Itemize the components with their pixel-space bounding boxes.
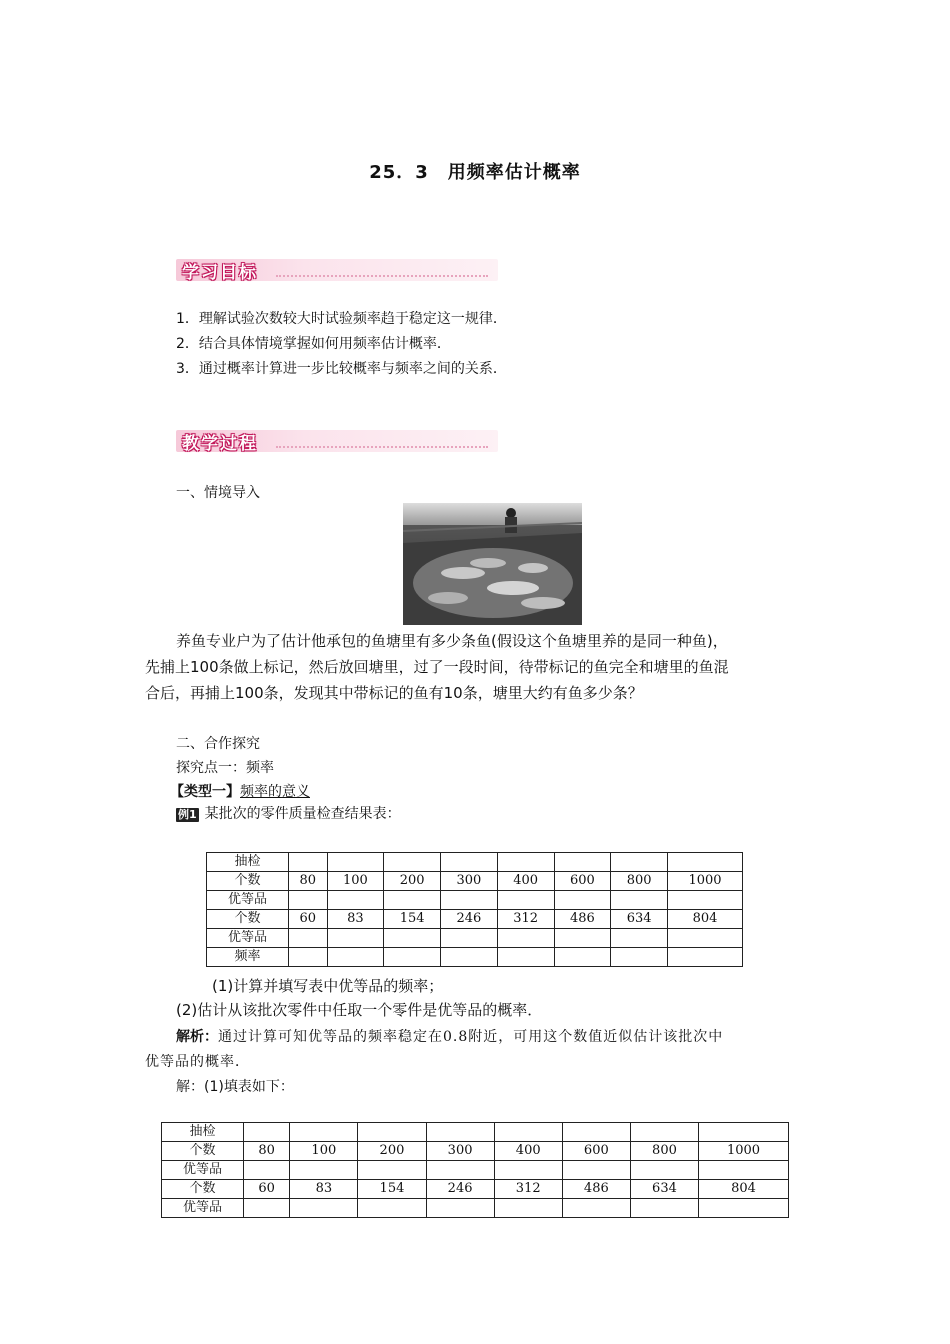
table-cell: 83 — [290, 1180, 358, 1199]
type-heading — [170, 781, 310, 801]
example-badge: 例1 — [178, 808, 197, 821]
goal-item: 1．理解试验次数较大时试验频率趋于稳定这一规律． — [176, 311, 507, 327]
row-label: 个数 — [162, 1142, 244, 1161]
table-cell: 100 — [290, 1142, 358, 1161]
explore-point: 探究点一：频率 — [176, 760, 274, 776]
table-cell: 300 — [426, 1142, 494, 1161]
solution-text: (1)填表如下： — [204, 1079, 294, 1095]
solution-line — [176, 1076, 294, 1096]
table-cell: 80 — [244, 1142, 290, 1161]
example-text: 某批次的零件质量检查结果表： — [204, 806, 401, 822]
goal-item: 3．通过概率计算进一步比较概率与频率之间的关系． — [176, 361, 507, 377]
intro-paragraph-line: 先捕上100条做上标记，然后放回塘里，过了一段时间，待带标记的鱼完全和塘里的鱼混 — [145, 658, 729, 676]
type-bracket: 【类型一】 — [170, 784, 240, 800]
table-cell: 400 — [494, 1142, 562, 1161]
table-cell: 60 — [289, 910, 328, 929]
section-banner-goals — [176, 259, 498, 281]
table-cell: 80 — [289, 872, 328, 891]
banner-label: 学习目标 — [182, 263, 258, 283]
table-cell: 486 — [562, 1180, 630, 1199]
quality-table — [206, 852, 743, 967]
table-cell: 200 — [358, 1142, 426, 1161]
analysis-text: 优等品的概率． — [145, 1054, 250, 1070]
table-cell: 400 — [497, 872, 554, 891]
table-cell: 1000 — [668, 872, 743, 891]
table-cell: 600 — [562, 1142, 630, 1161]
row-label: 优等品 — [207, 891, 289, 910]
table-cell: 800 — [630, 1142, 698, 1161]
table-cell: 800 — [611, 872, 668, 891]
table-cell: 60 — [244, 1180, 290, 1199]
answer-table — [161, 1122, 789, 1218]
row-label: 抽检 — [207, 853, 289, 872]
table-cell: 312 — [497, 910, 554, 929]
table-cell: 300 — [441, 872, 498, 891]
table-cell: 200 — [384, 872, 441, 891]
example-line — [176, 803, 401, 823]
analysis-line — [176, 1026, 723, 1046]
question-1: (1)计算并填写表中优等品的频率； — [212, 977, 444, 995]
row-label: 抽检 — [162, 1123, 244, 1142]
row-label: 优等品 — [162, 1199, 244, 1218]
page-title: 25．3 用频率估计概率 — [369, 162, 581, 183]
table-cell: 634 — [630, 1180, 698, 1199]
intro-paragraph-line: 养鱼专业户为了估计他承包的鱼塘里有多少条鱼(假设这个鱼塘里养的是同一种鱼)， — [176, 632, 728, 650]
analysis-label: 解析： — [176, 1029, 218, 1045]
row-label: 个数 — [162, 1180, 244, 1199]
row-label: 优等品 — [207, 929, 289, 948]
analysis-text: 通过计算可知优等品的频率稳定在0.8附近，可用这个数值近似估计该批次中 — [218, 1029, 724, 1045]
solution-label: 解： — [176, 1079, 204, 1095]
intro-paragraph-line: 合后，再捕上100条，发现其中带标记的鱼有10条，塘里大约有鱼多少条？ — [145, 684, 643, 702]
table-cell: 312 — [494, 1180, 562, 1199]
intro-heading: 一、情境导入 — [176, 485, 260, 501]
table-cell: 1000 — [699, 1142, 789, 1161]
row-label: 个数 — [207, 910, 289, 929]
type-name: 频率的意义 — [240, 784, 310, 800]
table-cell: 634 — [611, 910, 668, 929]
table-cell: 100 — [327, 872, 384, 891]
row-label: 优等品 — [162, 1161, 244, 1180]
table-cell: 804 — [699, 1180, 789, 1199]
table-cell: 154 — [384, 910, 441, 929]
row-label: 个数 — [207, 872, 289, 891]
table-cell: 246 — [426, 1180, 494, 1199]
table-cell: 600 — [554, 872, 611, 891]
question-2: (2)估计从该批次零件中任取一个零件是优等品的概率． — [176, 1001, 543, 1019]
fish-pond-photo — [403, 503, 582, 625]
banner-label: 教学过程 — [182, 434, 258, 454]
table-cell: 804 — [668, 910, 743, 929]
row-label: 频率 — [207, 948, 289, 967]
table-cell: 246 — [441, 910, 498, 929]
table-cell: 154 — [358, 1180, 426, 1199]
table-cell: 486 — [554, 910, 611, 929]
section-banner-process — [176, 430, 498, 452]
table-cell: 83 — [327, 910, 384, 929]
goal-item: 2．结合具体情境掌握如何用频率估计概率． — [176, 336, 451, 352]
explore-heading: 二、合作探究 — [176, 736, 260, 752]
